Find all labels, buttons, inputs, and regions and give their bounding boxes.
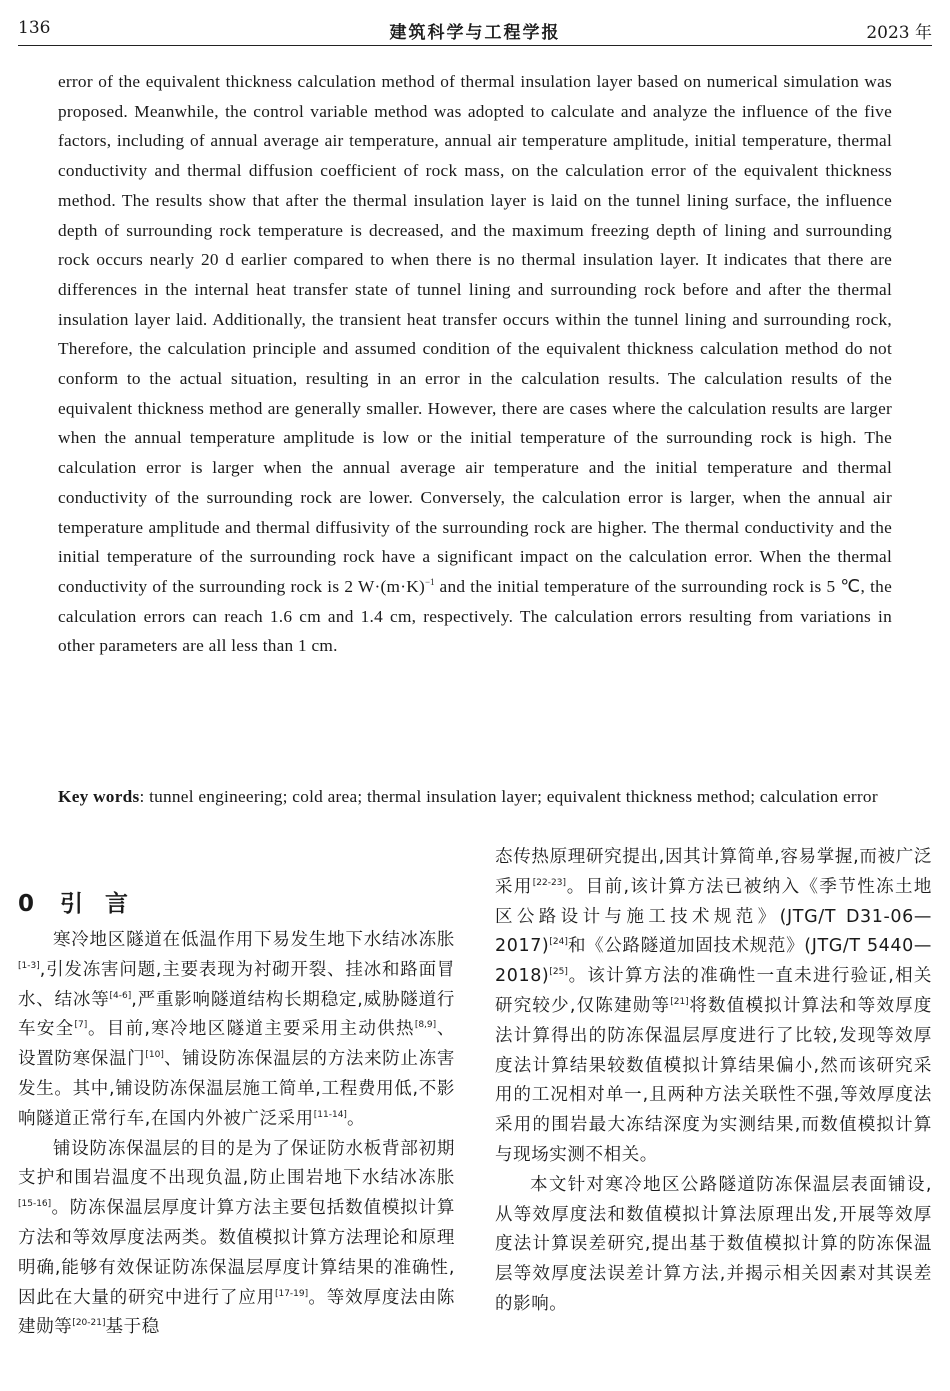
intro-paragraph-2 <box>18 1135 455 1344</box>
right-column <box>495 843 932 1320</box>
page-number: 136 <box>18 18 51 38</box>
citation-ref: [11-14] <box>313 1109 347 1120</box>
keywords-text: : tunnel engineering; cold area; thermal insulation layer; equivalent thickness method; calculation error <box>139 787 878 806</box>
citation-ref: [1-3] <box>18 960 40 971</box>
body-text: 将数值模拟计算法和等效厚度法计算得出的防冻保温层厚度进行了比较,发现等效厚度法计算结果较数值模拟计算结果偏小,然而该研究采用的工况相对单一,且两种方法关联性不强,等效厚度法采用的围岩最大冻结深度为实测结果,而数值模拟计算与现场实测不相关。 <box>495 995 932 1165</box>
section-heading <box>18 890 455 918</box>
body-text: 。防冻保温层厚度计算方法主要包括数值模拟计算方法和等效厚度法两类。数值模拟计算方法理论和原理明确,能够有效保证防冻保温层厚度计算结果的准确性,因此在大量的研究中进行了应用 <box>18 1198 455 1308</box>
body-text: 。目前,寒冷地区隧道主要采用主动供热 <box>87 1019 415 1040</box>
intro-paragraph-3: 本文针对寒冷地区公路隧道防冻保温层表面铺设,从等效厚度法和数值模拟计算法原理出发,开展等效厚度法计算误差研究,提出基于数值模拟计算的防冻保温层等效厚度法误差计算方法,并揭示相关因素对其误差的影响。 <box>495 1174 932 1314</box>
journal-title: 建筑科学与工程学报 <box>389 23 561 43</box>
body-text: 态传热原理研究提出,因其计算简单,容易掌握,而被广泛采用 <box>495 847 932 897</box>
citation-ref: [22-23] <box>532 877 566 888</box>
abstract-body <box>58 67 892 661</box>
citation-ref: [24] <box>549 937 568 948</box>
abstract-text-tail: and the initial temperature of the surrounding rock is 5 ℃, the calculation errors can reach 1.6 cm and 1.4 cm, respectively. The calculation errors resulting from variations in other parameters are all less than 1 cm. <box>58 576 892 656</box>
section-title: 引言 <box>60 891 150 917</box>
body-text: 。目前,该计算方法已被纳入《季节性冻土地区公路设计与施工技术规范》(JTG/T D31-06—2017) <box>495 876 932 957</box>
citation-ref: [17-19] <box>274 1288 309 1299</box>
body-text: 。等效厚度法由陈建勋等 <box>18 1287 455 1338</box>
citation-ref: [15-16] <box>18 1199 52 1210</box>
header-rule <box>18 45 932 46</box>
body-text: 基于稳 <box>105 1317 160 1338</box>
body-text: 。 <box>346 1108 366 1129</box>
abstract-text: error of the equivalent thickness calculation method of thermal insulation layer based on numerical simulation was proposed. Meanwhile, the control variable method was adopted to calculate and analyze the influence of the five factors, including of annual average air temperature, annual air temperature amplitude, initial temperature, thermal conductivity and thermal diffusion coefficient of rock mass, on the calculation error of the equivalent thickness method. The results show that after the thermal insulation layer is laid on the tunnel lining surface, the influence depth of surrounding rock temperature is decreased, and the maximum freezing depth of lining and surrounding rock occurs nearly 20 d earlier compared to when there is no thermal insulation layer. It indicates that there are differences in the internal heat transfer state of tunnel lining and surrounding rock before and after the thermal insulation layer laid. Additionally, the transient heat transfer occurs within the tunnel lining and surrounding rock, Therefore, the calculation principle and assumed condition of the equivalent thickness calculation method do not conform to the actual situation, resulting in an error in the calculation results. The calculation results of the equivalent thickness method are generally smaller. However, there are cases where the calculation results are larger when the annual temperature amplitude is low or the initial temperature of the surrounding rock is high. The calculation error is larger when the annual average air temperature and the initial temperature and thermal conductivity of the surrounding rock are lower. Conversely, the calculation error is larger, when the annual air temperature amplitude and thermal diffusivity of the surrounding rock are higher. The thermal conductivity and the initial temperature of the surrounding rock have a significant impact on the calculation error. When the thermal conductivity of the surrounding rock is 2 W·(m·K) <box>58 72 892 596</box>
body-text: 、设置防寒保温门 <box>18 1019 455 1070</box>
unit-exponent: −1 <box>424 576 435 587</box>
keywords-label: Key words <box>58 787 140 806</box>
citation-ref: [10] <box>145 1050 164 1061</box>
body-text: 和《公路隧道加固技术规范》(JTG/T 5440—2018) <box>495 936 932 987</box>
left-column <box>18 890 455 1343</box>
body-text: ,引发冻害问题,主要表现为衬砌开裂、挂冰和路面冒水、结冰等 <box>18 959 455 1010</box>
page-header <box>18 16 932 42</box>
intro-paragraph-2-cont <box>495 843 932 1171</box>
intro-paragraph-1 <box>18 926 455 1135</box>
citation-ref: [21] <box>670 996 689 1007</box>
keywords-block <box>58 782 892 812</box>
body-text: 铺设防冻保温层的目的是为了保证防水板背部初期支护和围岩温度不出现负温,防止围岩地下水结冰冻胀 <box>18 1138 455 1189</box>
body-text: 寒冷地区隧道在低温作用下易发生地下水结冰冻胀 <box>53 930 455 950</box>
body-text: ,严重影响隧道结构长期稳定,威胁隧道行车安全 <box>18 989 455 1040</box>
citation-ref: [4-6] <box>109 990 132 1001</box>
citation-ref: [8,9] <box>414 1020 437 1031</box>
section-number: 0 <box>18 891 35 917</box>
body-text: 、铺设防冻保温层的方法来防止冻害发生。其中,铺设防冻保温层施工简单,工程费用低,不影响隧道正常行车,在国内外被广泛采用 <box>18 1049 455 1129</box>
body-text: 。该计算方法的准确性一直未进行验证,相关研究较少,仅陈建勋等 <box>495 966 932 1016</box>
abstract-paragraph <box>58 67 892 661</box>
citation-ref: [25] <box>549 967 568 978</box>
publication-year: 2023 年 <box>866 23 932 43</box>
citation-ref: [7] <box>74 1020 88 1031</box>
citation-ref: [20-21] <box>72 1318 106 1329</box>
